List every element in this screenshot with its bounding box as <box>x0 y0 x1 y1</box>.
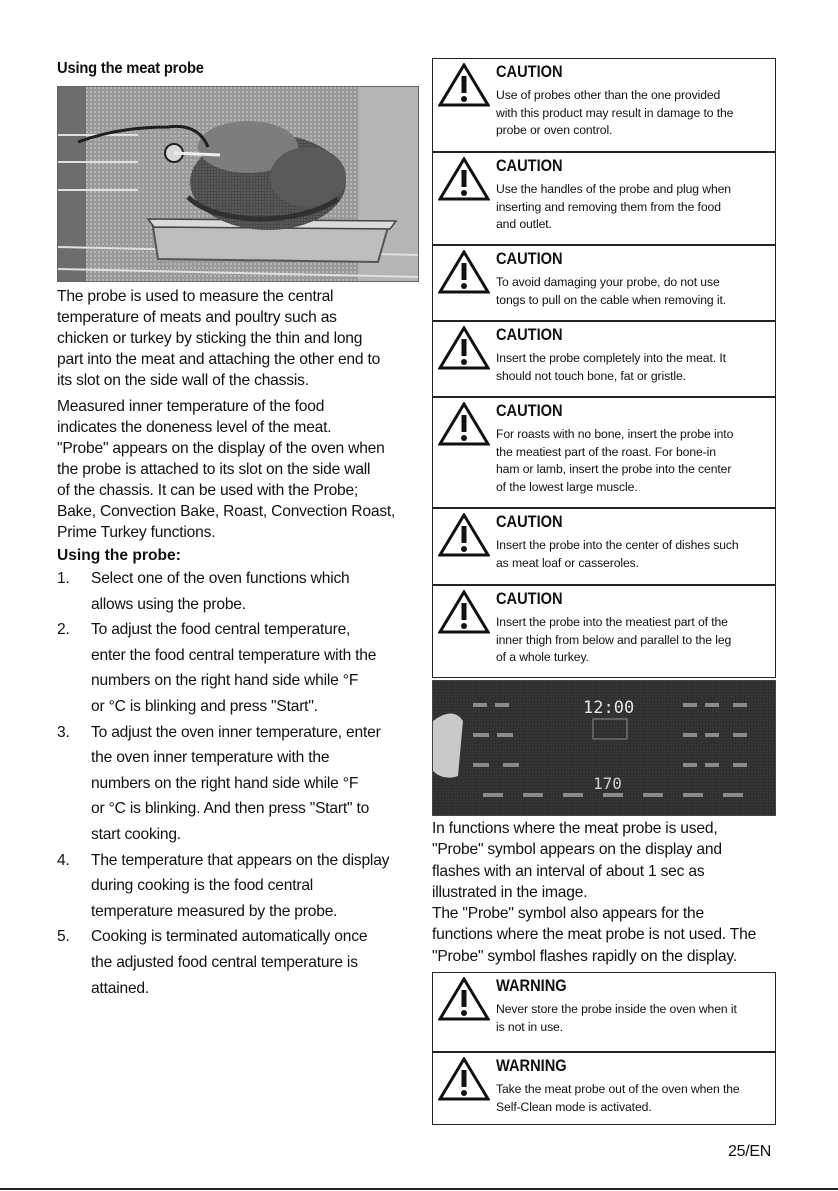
caution-title: CAUTION <box>496 589 563 608</box>
caution-box <box>432 321 776 397</box>
footer-rule <box>0 1188 838 1190</box>
caution-line: with this product may result in damage to the <box>496 105 734 120</box>
warning-line: Self-Clean mode is activated. <box>496 1099 652 1114</box>
warning-triangle-icon <box>438 402 490 446</box>
display-temperature: 170 <box>593 774 622 793</box>
caution-title: CAUTION <box>496 401 563 420</box>
warning-triangle-icon <box>438 157 490 201</box>
intro-line: The probe is used to measure the central <box>57 288 334 305</box>
intro-line: part into the meat and attaching the other end to <box>57 351 381 368</box>
section-heading: Using the meat probe <box>57 60 204 77</box>
caution-text <box>496 350 769 385</box>
caution-line: should not touch bone, fat or gristle. <box>496 368 686 383</box>
step-item <box>57 566 419 617</box>
caution-line: of the lowest large muscle. <box>496 479 638 494</box>
step-number: 1. <box>57 570 70 587</box>
warning-triangle-icon <box>438 1057 490 1101</box>
caution-box <box>432 245 776 321</box>
intro-paragraph <box>57 286 419 391</box>
step-line: the oven inner temperature with the <box>91 749 330 767</box>
warning-triangle-icon <box>438 513 490 557</box>
control-panel-image <box>433 681 776 816</box>
caution-text <box>496 426 769 496</box>
caution-text <box>496 274 769 309</box>
caution-line: Insert the probe into the meatiest part of the <box>496 615 728 629</box>
doneness-line: Prime Turkey functions. <box>57 524 216 541</box>
caution-line: tongs to pull on the cable when removing it. <box>496 292 727 307</box>
step-line: allows using the probe. <box>91 595 246 613</box>
step-line: Cooking is terminated automatically once <box>91 928 368 946</box>
warning-triangle-icon <box>438 977 490 1021</box>
warning-line: Never store the probe inside the oven when it <box>496 1002 737 1016</box>
caution-line: To avoid damaging your probe, do not use <box>496 275 720 289</box>
step-line: or °C is blinking. And then press "Start" to <box>91 800 370 818</box>
caution-line: inner thigh from below and parallel to the leg <box>496 632 732 647</box>
caution-text <box>496 87 769 140</box>
caution-title: CAUTION <box>496 156 563 175</box>
caution-line: the meatiest part of the roast. For bone-in <box>496 444 716 459</box>
warning-box <box>432 972 776 1052</box>
intro-line: its slot on the side wall of the chassis. <box>57 372 309 389</box>
step-number: 2. <box>57 621 70 639</box>
body-line: functions where the meat probe is not used. The <box>432 926 757 944</box>
step-line: To adjust the food central temperature, <box>91 621 351 639</box>
caution-line: Use of probes other than the one provided <box>496 88 721 102</box>
doneness-paragraph <box>57 396 419 543</box>
warning-title: WARNING <box>496 1056 567 1075</box>
caution-box <box>432 397 776 508</box>
doneness-line: Measured inner temperature of the food <box>57 398 325 415</box>
step-line: The temperature that appears on the display <box>91 851 390 869</box>
warning-line: Take the meat probe out of the oven when the <box>496 1082 740 1096</box>
intro-line: temperature of meats and poultry such as <box>57 309 337 326</box>
body-line: illustrated in the image. <box>432 883 588 901</box>
step-line: enter the food central temperature with the <box>91 646 377 664</box>
warning-triangle-icon <box>438 590 490 634</box>
step-line: attained. <box>91 979 150 997</box>
caution-title: CAUTION <box>496 249 563 268</box>
step-number: 3. <box>57 723 70 741</box>
caution-line: and outlet. <box>496 217 552 231</box>
step-item <box>57 617 419 719</box>
caution-line: inserting and removing them from the food <box>496 199 721 214</box>
caution-line: For roasts with no bone, insert the probe into <box>496 427 734 441</box>
caution-line: ham or lamb, insert the probe into the center <box>496 462 732 476</box>
doneness-line: indicates the doneness level of the meat. <box>57 419 332 436</box>
step-line: temperature measured by the probe. <box>91 902 338 920</box>
step-number: 5. <box>57 928 70 946</box>
step-line: or °C is blinking and press "Start". <box>91 697 318 715</box>
subheading: Using the probe: <box>57 547 181 564</box>
caution-title: CAUTION <box>496 62 563 81</box>
warning-triangle-icon <box>438 250 490 294</box>
caution-line: probe or oven control. <box>496 123 613 137</box>
step-line: numbers on the right hand side while °F <box>91 672 359 690</box>
caution-line: of a whole turkey. <box>496 650 589 664</box>
page-number: 25/EN <box>728 1143 771 1160</box>
display-clock: 12:00 <box>583 698 635 718</box>
doneness-line: Bake, Convection Bake, Roast, Convection Roast, <box>57 503 396 520</box>
step-item <box>57 924 419 1001</box>
body-line: The "Probe" symbol also appears for the <box>432 905 704 923</box>
caution-title: CAUTION <box>496 325 563 344</box>
caution-line: Insert the probe completely into the meat. It <box>496 351 726 365</box>
body-line: "Probe" symbol appears on the display and <box>432 841 722 859</box>
caution-line: Use the handles of the probe and plug when <box>496 182 731 196</box>
step-line: To adjust the oven inner temperature, enter <box>91 723 381 741</box>
step-line: the adjusted food central temperature is <box>91 953 358 971</box>
body-line: flashes with an interval of about 1 sec as <box>432 862 705 880</box>
caution-text <box>496 181 769 234</box>
step-line: numbers on the right hand side while °F <box>91 774 359 792</box>
warning-title: WARNING <box>496 976 567 995</box>
warning-text <box>496 1081 769 1116</box>
doneness-line: the probe is attached to its slot on the side wall <box>57 461 371 478</box>
step-number: 4. <box>57 851 70 869</box>
warning-triangle-icon <box>438 63 490 107</box>
left-column <box>57 60 419 1001</box>
meat-probe-photo <box>57 86 419 282</box>
doneness-line: "Probe" appears on the display of the oven when <box>57 440 385 457</box>
steps-list <box>57 566 419 1001</box>
oven-chicken-image <box>58 87 419 282</box>
warning-box <box>432 1052 776 1125</box>
caution-box <box>432 152 776 245</box>
doneness-line: of the chassis. It can be used with the Probe; <box>57 482 359 499</box>
step-line: start cooking. <box>91 825 181 843</box>
oven-display-photo <box>432 680 776 816</box>
intro-line: chicken or turkey by sticking the thin and long <box>57 330 363 347</box>
caution-line: Insert the probe into the center of dishes such <box>496 538 739 552</box>
caution-box <box>432 508 776 585</box>
warning-line: is not in use. <box>496 1019 564 1034</box>
caution-title: CAUTION <box>496 512 563 531</box>
body-line: "Probe" symbol flashes rapidly on the display. <box>432 947 737 965</box>
probe-symbol-paragraph <box>432 818 782 967</box>
step-line: Select one of the oven functions which <box>91 570 350 587</box>
caution-box <box>432 585 776 678</box>
warning-triangle-icon <box>438 326 490 370</box>
step-item <box>57 720 419 848</box>
warning-text <box>496 1001 769 1036</box>
caution-text <box>496 537 769 572</box>
body-line: In functions where the meat probe is used, <box>432 820 718 837</box>
caution-line: as meat loaf or casseroles. <box>496 555 639 570</box>
caution-box <box>432 58 776 152</box>
step-line: during cooking is the food central <box>91 877 314 895</box>
step-item <box>57 848 419 925</box>
caution-text <box>496 614 769 667</box>
